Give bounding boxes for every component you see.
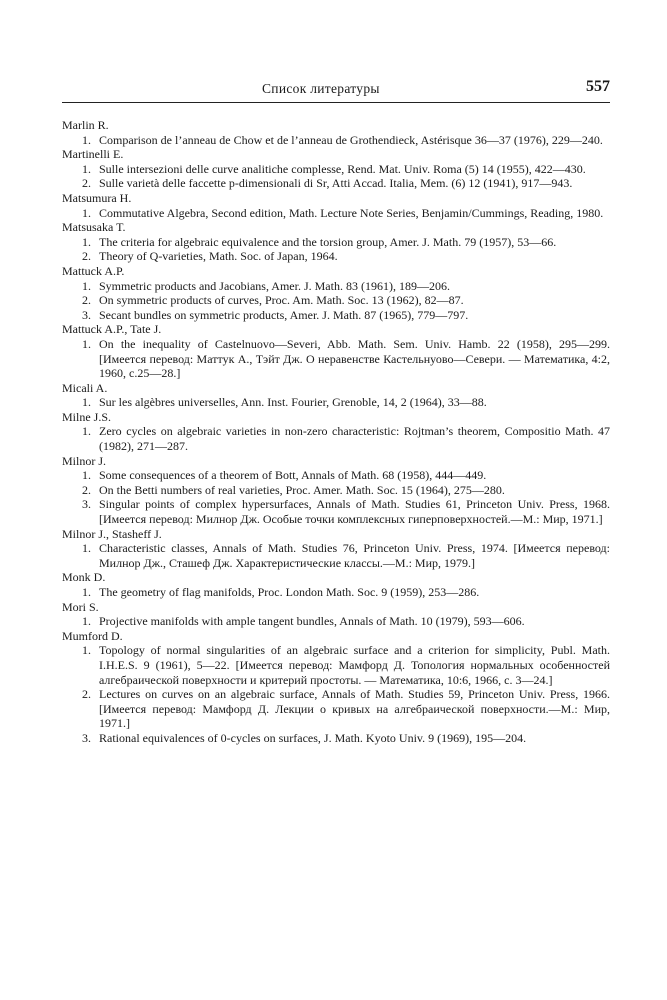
reference-list [62,118,610,746]
reference-text: The geometry of flag manifolds, Proc. London Math. Soc. 9 (1959), 253—286. [99,585,480,599]
reference-author: Mori S. [62,599,99,614]
reference-number: 1. [82,132,91,147]
reference-text: Projective manifolds with ample tangent bundles, Annals of Math. 10 (1979), 593—606. [99,614,525,629]
reference-number: 3. [82,307,91,322]
reference-author-block [62,118,610,147]
reference-number: 1. [82,614,91,629]
reference-entry [62,468,610,483]
reference-author: Marlin R. [62,118,109,132]
reference-number: 2. [82,249,91,264]
reference-author: Monk D. [62,570,106,585]
reference-text: Commutative Algebra, Second edition, Math. Lecture Note Series, Benjamin/Cummings, Reading, 1980. [99,205,604,220]
reference-text: Singular points of complex hypersurfaces, Annals of Math. Studies 61, Princeton Univ. Press, 1968. [Имеется перевод: Милнор Дж. Особые точки комплексных гиперповерхностей.—М.: Мир, 1971.] [99,497,610,527]
reference-number: 3. [82,730,91,745]
reference-author: Micali A. [62,380,108,395]
reference-author-block [62,454,610,527]
reference-entry [62,133,610,148]
reference-number: 1. [82,161,91,176]
reference-text: Symmetric products and Jacobians, Amer. J. Math. 83 (1961), 189—206. [99,278,450,293]
reference-entry [62,687,610,731]
reference-author-block [62,629,610,746]
reference-text: Sur les algèbres universelles, Ann. Inst. Fourier, Grenoble, 14, 2 (1964), 33—88. [99,395,487,410]
reference-number: 2. [82,293,91,308]
reference-entry [62,162,610,177]
reference-author: Mumford D. [62,628,123,643]
reference-number: 1. [82,643,91,658]
reference-author-block [62,381,610,410]
reference-text: The criteria for algebraic equivalence and the torsion group, Amer. J. Math. 79 (1957), 53—66. [99,234,557,249]
reference-text: Secant bundles on symmetric products, Amer. J. Math. 87 (1965), 779—797. [99,307,469,322]
reference-entry [62,614,610,629]
reference-author-block [62,264,610,322]
reference-number: 1. [82,585,91,599]
reference-author-block [62,322,610,380]
reference-author: Matsumura H. [62,190,132,205]
reference-entry [62,585,610,600]
reference-author: Milnor J., Stasheff J. [62,526,162,541]
reference-author: Milnor J. [62,453,107,468]
reference-entry [62,279,610,294]
reference-entry [62,249,610,264]
reference-author-block [62,600,610,629]
reference-author-block [62,191,610,220]
reference-entry [62,293,610,308]
running-header [62,78,610,103]
reference-entry [62,206,610,221]
reference-text: Sulle intersezioni delle curve analitiche complesse, Rend. Mat. Univ. Roma (5) 14 (1955), 422—430. [99,161,586,176]
reference-author-block [62,570,610,599]
reference-entry [62,424,610,453]
reference-entry [62,308,610,323]
reference-number: 2. [82,687,91,702]
reference-text: Lectures on curves on an algebraic surface, Annals of Math. Studies 59, Princeton Univ. Press, 1966. [Имеется перевод: Мамфорд Д. Лекции о кривых на алгебраической поверхности.—М.: Мир, 1971.] [99,687,610,731]
reference-number: 1. [82,468,91,483]
reference-author-block [62,220,610,264]
reference-entry [62,235,610,250]
reference-author-block [62,147,610,191]
reference-number: 1. [82,336,91,351]
reference-number: 2. [82,482,91,497]
reference-text: On the inequality of Castelnuovo—Severi, Abb. Math. Sem. Univ. Hamb. 22 (1958), 295—299. [Имеется перевод: Маттук А., Тэйт Дж. О неравенстве Кастельнуово—Севери. — Математика, 4:2, 1960, с.25—28.] [99,336,610,381]
reference-entry [62,176,610,191]
reference-author: Martinelli E. [62,147,124,162]
reference-author-block [62,527,610,571]
reference-text: Theory of Q-varieties, Math. Soc. of Japan, 1964. [99,249,338,264]
header-title: Список литературы [262,81,380,96]
reference-number: 2. [82,176,91,191]
reference-number: 1. [82,541,91,556]
reference-number: 3. [82,497,91,512]
reference-text: Some consequences of a theorem of Bott, Annals of Math. 68 (1958), 444—449. [99,468,487,483]
reference-text: Topology of normal singularities of an algebraic surface and a criterion for simplicity, Publ. Math. I.H.E.S. 9 (1961), 5—22. [Имеется перевод: Мамфорд Д. Топология нормальных особенностей алгебраической поверхности и критерий простоты. — Математика, 10:6, 1966, с. 3—24.] [99,643,610,687]
reference-author: Mattuck A.P., Tate J. [62,322,162,337]
reference-author: Mattuck A.P. [62,263,125,278]
reference-entry [62,483,610,498]
reference-text: Zero cycles on algebraic varieties in non-zero characteristic: Rojtman’s theorem, Compositio Math. 47 (1982), 271—287. [99,424,610,454]
reference-text: On the Betti numbers of real varieties, Proc. Amer. Math. Soc. 15 (1964), 275—280. [99,482,505,497]
reference-text: Comparison de l’anneau de Chow et de l’anneau de Grothendieck, Astérisque 36—37 (1976), 229—240. [99,132,603,147]
page-number: 557 [586,78,610,95]
reference-entry [62,395,610,410]
reference-entry [62,643,610,687]
reference-author-block [62,410,610,454]
reference-entry [62,497,610,526]
reference-text: Sulle varietà delle faccette p-dimensionali di Sr, Atti Accad. Italia, Mem. (6) 12 (1941), 917—943. [99,176,573,191]
reference-number: 1. [82,424,91,439]
reference-entry [62,337,610,381]
reference-text: On symmetric products of curves, Proc. Am. Math. Soc. 13 (1962), 82—87. [99,293,464,308]
reference-text: Rational equivalences of 0-cycles on surfaces, J. Math. Kyoto Univ. 9 (1969), 195—204. [99,730,527,745]
reference-text: Characteristic classes, Annals of Math. Studies 76, Princeton Univ. Press, 1974. [Имеется перевод: Милнор Дж., Сташеф Дж. Характеристические классы.—М.: Мир, 1979.] [99,541,610,570]
reference-number: 1. [82,205,91,220]
reference-number: 1. [82,234,91,249]
reference-number: 1. [82,395,91,410]
reference-entry [62,731,610,746]
reference-entry [62,541,610,570]
reference-number: 1. [82,278,91,293]
reference-author: Milne J.S. [62,409,112,424]
reference-author: Matsusaka T. [62,220,126,235]
